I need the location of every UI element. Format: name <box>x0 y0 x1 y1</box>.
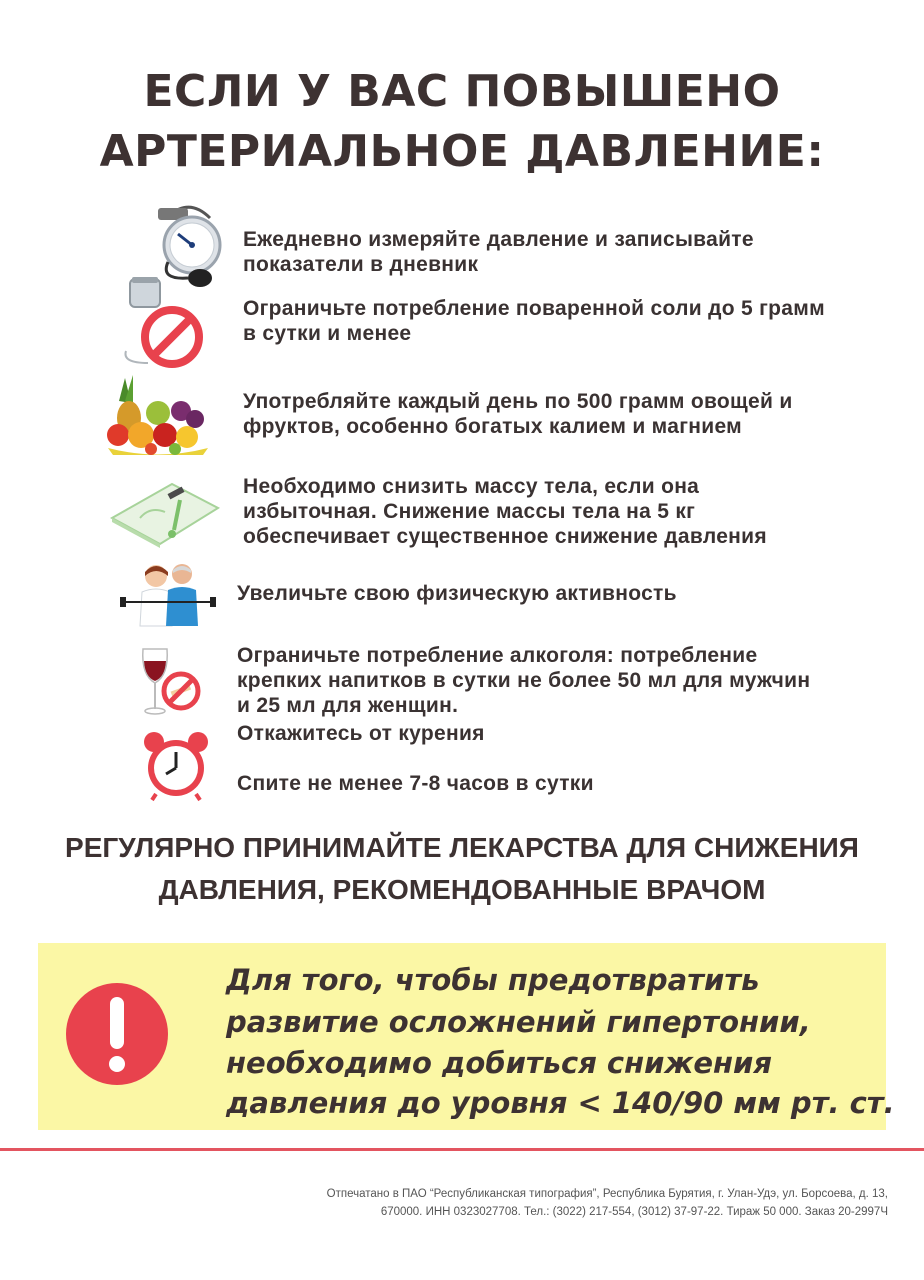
item-line: Ограничьте потребление алкоголя: потребление <box>237 644 758 667</box>
footer-line1: Отпечатано в ПАО “Республиканская типография”, Республика Бурятия, г. Улан-Удэ, ул. Борсоева, д. 13, <box>326 1188 888 1200</box>
medication-line1: РЕГУЛЯРНО ПРИНИМАЙТЕ ЛЕКАРСТВА ДЛЯ СНИЖЕНИЯ <box>65 832 859 863</box>
no-alcohol-smoking-icon <box>135 645 210 717</box>
item-line: в сутки и менее <box>243 322 412 345</box>
warning-line: необходимо добиться снижения <box>226 1046 772 1080</box>
page-title-line2: АРТЕРИАЛЬНОЕ ДАВЛЕНИЕ: <box>99 126 825 177</box>
item-line: показатели в дневник <box>243 253 479 276</box>
item-line: Ограничьте потребление поваренной соли до 5 грамм <box>243 297 825 320</box>
item-line: Увеличьте свою физическую активность <box>237 582 677 605</box>
warning-line: давления до уровня < 140/90 мм рт. ст. <box>226 1086 895 1120</box>
footer-line2: 670000. ИНН 0323027708. Тел.: (3022) 217-554, (3012) 37-97-22. Тираж 50 000. Заказ 20-2997Ч <box>380 1206 888 1218</box>
scale-icon <box>110 478 220 550</box>
alarm-clock-icon <box>140 730 212 802</box>
exercise-people-icon <box>118 562 218 627</box>
item-weight-text <box>243 474 883 549</box>
divider <box>0 1148 924 1151</box>
warning-line: Для того, чтобы предотвратить <box>226 963 760 997</box>
exclamation-icon <box>66 983 168 1085</box>
item-line: фруктов, особенно богатых калием и магнием <box>243 415 742 438</box>
warning-line: развитие осложнений гипертонии, <box>226 1005 811 1039</box>
item-activity-text <box>237 581 877 606</box>
item-sleep-text <box>237 771 877 796</box>
item-line: и 25 мл для женщин. <box>237 694 459 717</box>
item-line: Откажитесь от курения <box>237 722 485 745</box>
item-line: обеспечивает существенное снижение давления <box>243 525 767 548</box>
item-line: Употребляйте каждый день по 500 грамм овощей и <box>243 390 793 413</box>
item-line: крепких напитков в сутки не более 50 мл для мужчин <box>237 669 811 692</box>
no-salt-icon <box>118 273 218 373</box>
page-title-line1: ЕСЛИ У ВАС ПОВЫШЕНО <box>143 66 781 117</box>
item-line: Ежедневно измеряйте давление и записывайте <box>243 228 754 251</box>
fruits-icon <box>103 373 213 458</box>
item-salt-text <box>243 296 883 346</box>
item-line: Необходимо снизить массу тела, если она <box>243 475 700 498</box>
item-line: Спите не менее 7-8 часов в сутки <box>237 772 594 795</box>
item-alcohol-text <box>237 643 887 718</box>
item-smoking-text <box>237 721 877 746</box>
medication-line2: ДАВЛЕНИЯ, РЕКОМЕНДОВАННЫЕ ВРАЧОМ <box>158 874 766 905</box>
item-fruits-text <box>243 389 883 439</box>
item-tonometer-text <box>243 227 843 277</box>
item-line: избыточная. Снижение массы тела на 5 кг <box>243 500 696 523</box>
